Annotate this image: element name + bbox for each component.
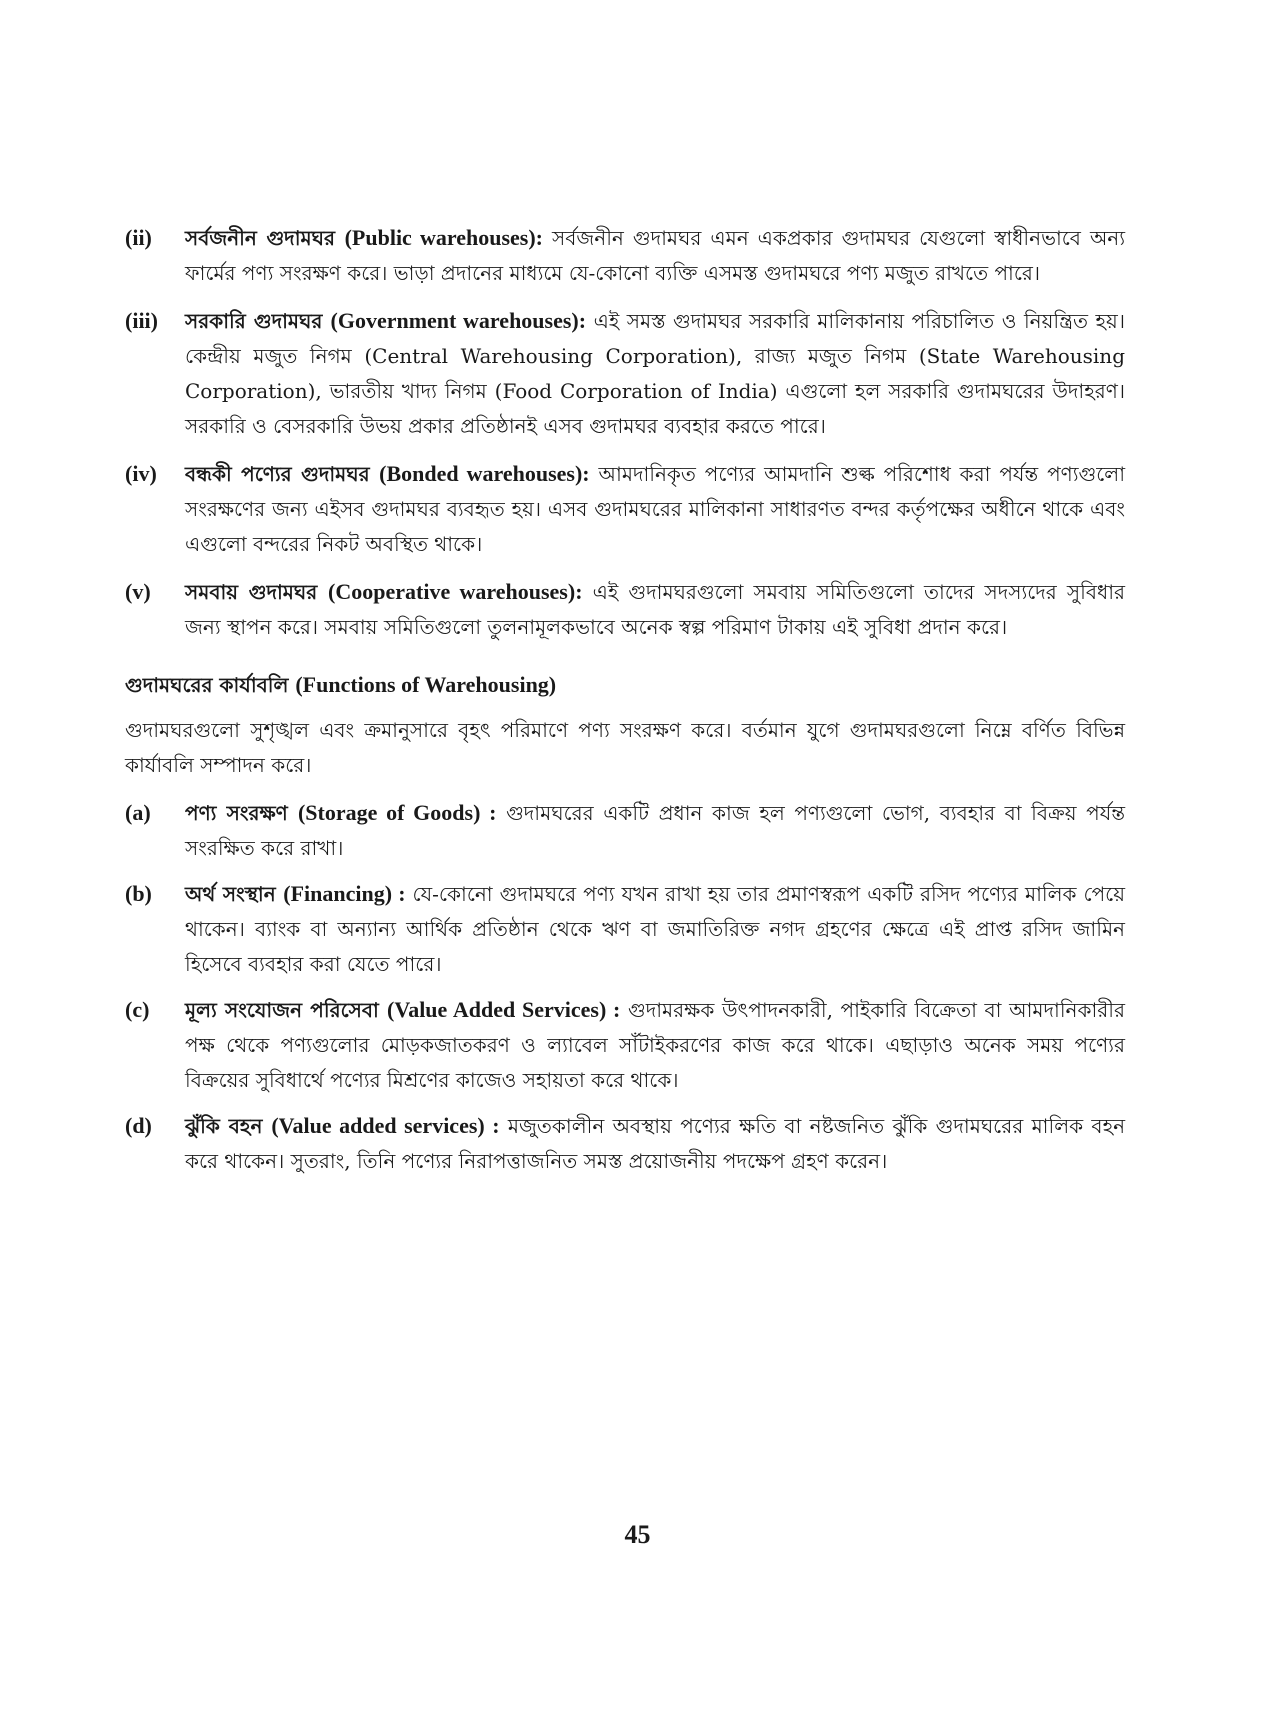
item-term (185, 309, 586, 333)
item-description: এই গুদামঘরগুলো সমবায় সমিতিগুলো তাদের সদস্যদের সুবিধার জন্য স্থাপন করে। সমবায় সমিতিগুলো তুলনামূলকভাবে অনেক স্বল্প পরিমাণ টাকায় এই সুবিধা প্রদান করে। (185, 580, 1126, 639)
item-body (185, 992, 1125, 1098)
item-body (185, 574, 1125, 645)
list-item-storage-of-goods (125, 795, 1125, 866)
term-english: (Cooperative warehouses): (328, 579, 583, 604)
item-marker: (ii) (125, 225, 152, 250)
term-english: (Storage of Goods) : (297, 800, 497, 825)
term-bengali: পণ্য সংরক্ষণ (185, 801, 288, 825)
list-item-bonded-warehouses (125, 456, 1125, 562)
item-term (185, 1114, 500, 1138)
item-body (185, 795, 1125, 866)
item-marker: (v) (125, 579, 151, 604)
item-marker: (iii) (125, 308, 158, 333)
term-english: (Value Added Services) : (387, 997, 621, 1022)
list-item-cooperative-warehouses (125, 574, 1125, 645)
item-description: গুদামঘরের একটি প্রধান কাজ হল পণ্যগুলো ভোগ, ব্যবহার বা বিক্রয় পর্যন্ত সংরক্ষিত করে রাখা। (185, 801, 1126, 860)
term-bengali: সমবায় গুদামঘর (185, 580, 318, 604)
heading-bengali: গুদামঘরের কার্যাবলি (125, 673, 289, 697)
term-english: (Value added services) : (271, 1113, 500, 1138)
term-english: (Public warehouses): (344, 225, 544, 250)
item-marker: (d) (125, 1113, 152, 1138)
item-term (185, 580, 583, 604)
list-item-public-warehouses (125, 220, 1125, 291)
item-description: আমদানিকৃত পণ্যের আমদানি শুল্ক পরিশোধ করা পর্যন্ত পণ্যগুলো সংরক্ষণের জন্য এইসব গুদামঘর ব্যবহৃত হয়। এসব গুদামঘরের মালিকানা সাধারণত বন্দর কর্তৃপক্ষের অধীনে থাকে এবং এগুলো বন্দরের নিকট অবস্থিত থাকে। (185, 462, 1126, 556)
page-number: 45 (624, 1520, 651, 1549)
list-item-government-warehouses (125, 303, 1125, 444)
item-description: এই সমস্ত গুদামঘর সরকারি মালিকানায় পরিচালিত ও নিয়ন্ত্রিত হয়। কেন্দ্রীয় মজুত নিগম (Central Warehousing Corporation), রাজ্য মজুত নিগম (State Warehousing Corporation), ভারতীয় খাদ্য নিগম (Food Corporation of India) এগুলো হল সরকারি গুদামঘরের উদাহরণ। সরকারি ও বেসরকারি উভয় প্রকার প্রতিষ্ঠানই এসব গুদামঘর ব্যবহার করতে পারে। (185, 309, 1125, 438)
term-bengali: ঝুঁকি বহন (185, 1114, 263, 1138)
page-content (125, 220, 1125, 1179)
item-term (185, 462, 590, 486)
item-marker: (a) (125, 800, 151, 825)
term-english: (Bonded warehouses): (379, 461, 590, 486)
item-body (185, 876, 1125, 982)
list-item-value-added-services (125, 992, 1125, 1098)
term-bengali: সরকারি গুদামঘর (185, 309, 323, 333)
item-body (185, 220, 1125, 291)
item-marker: (c) (125, 997, 150, 1022)
item-marker: (iv) (125, 461, 157, 486)
term-bengali: সর্বজনীন গুদামঘর (185, 226, 335, 250)
item-body (185, 1108, 1125, 1179)
item-description: মজুতকালীন অবস্থায় পণ্যের ক্ষতি বা নষ্টজনিত ঝুঁকি গুদামঘরের মালিক বহন করে থাকেন। সুতরাং, তিনি পণ্যের নিরাপত্তাজনিত সমস্ত প্রয়োজনীয় পদক্ষেপ গ্রহণ করেন। (185, 1114, 1126, 1173)
term-bengali: অর্থ সংস্থান (185, 882, 276, 906)
section-intro: গুদামঘরগুলো সুশৃঙ্খল এবং ক্রমানুসারে বৃহৎ পরিমাণে পণ্য সংরক্ষণ করে। বর্তমান যুগে গুদামঘরগুলো নিম্নে বর্ণিত বিভিন্ন কার্যাবলি সম্পাদন করে। (125, 718, 1125, 777)
item-marker: (b) (125, 881, 152, 906)
item-description: যে-কোনো গুদামঘরে পণ্য যখন রাখা হয় তার প্রমাণস্বরূপ একটি রসিদ পণ্যের মালিক পেয়ে থাকেন। ব্যাংক বা অন্যান্য আর্থিক প্রতিষ্ঠান থেকে ঋণ বা জমাতিরিক্ত নগদ গ্রহণের ক্ষেত্রে এই প্রাপ্ত রসিদ জামিন হিসেবে ব্যবহার করা যেতে পারে। (185, 882, 1125, 976)
item-description: গুদামরক্ষক উৎপাদনকারী, পাইকারি বিক্রেতা বা আমদানিকারীর পক্ষ থেকে পণ্যগুলোর মোড়কজাতকরণ ও ল্যাবেল সাঁটাইকরণের কাজ করে থাকে। এছাড়াও অনেক সময় পণ্যের বিক্রয়ের সুবিধার্থে পণ্যের মিশ্রণের কাজেও সহায়তা করে থাকে। (185, 998, 1125, 1092)
item-body (185, 456, 1125, 562)
list-item-risk-bearing (125, 1108, 1125, 1179)
section-heading (125, 667, 1125, 703)
term-english: (Government warehouses): (330, 308, 587, 333)
item-term (185, 801, 496, 825)
item-body (185, 303, 1125, 444)
term-bengali: মূল্য সংযোজন পরিসেবা (185, 998, 379, 1022)
list-item-financing (125, 876, 1125, 982)
term-bengali: বন্ধকী পণ্যের গুদামঘর (185, 462, 370, 486)
item-term (185, 226, 543, 250)
item-description: সর্বজনীন গুদামঘর এমন একপ্রকার গুদামঘর যেগুলো স্বাধীনভাবে অন্য ফার্মের পণ্য সংরক্ষণ করে। ভাড়া প্রদানের মাধ্যমে যে-কোনো ব্যক্তি এসমস্ত গুদামঘরে পণ্য মজুত রাখতে পারে। (185, 226, 1126, 285)
term-english: (Financing) : (283, 881, 406, 906)
heading-english: (Functions of Warehousing) (295, 672, 557, 697)
item-term (185, 998, 620, 1022)
item-term (185, 882, 406, 906)
